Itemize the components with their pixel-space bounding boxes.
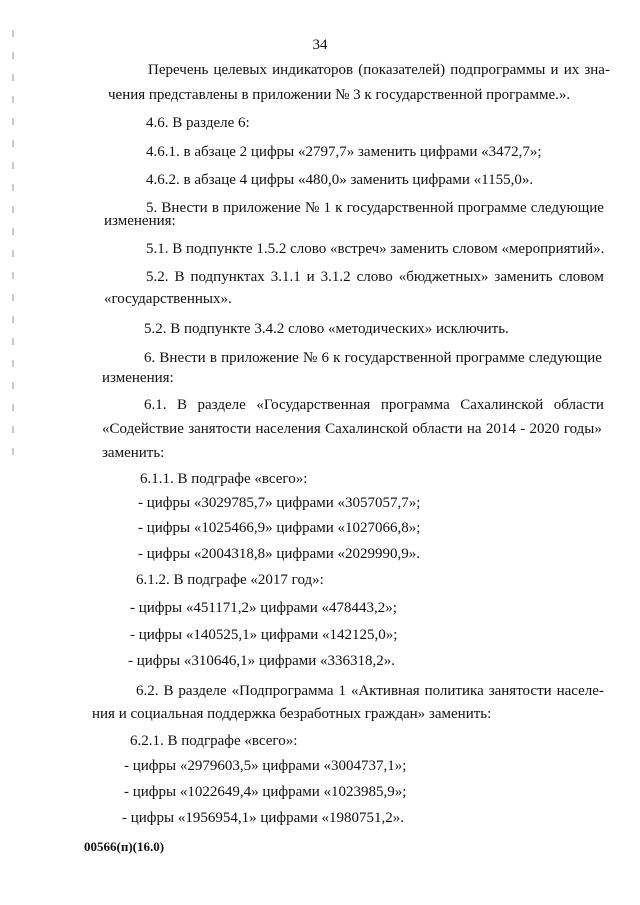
word: в bbox=[211, 200, 219, 216]
word: подпрограммы bbox=[450, 62, 546, 78]
word: к bbox=[335, 200, 343, 216]
word: на bbox=[466, 421, 482, 437]
word: следующие bbox=[528, 350, 602, 366]
word: 2014 bbox=[485, 421, 516, 437]
word: (показателей) bbox=[358, 62, 446, 78]
word: В bbox=[174, 269, 185, 285]
word: приложение bbox=[221, 350, 299, 366]
word: разделе bbox=[197, 397, 246, 413]
word: № bbox=[302, 350, 318, 366]
text-line: - цифры «2979603,5» цифрами «3004737,1»; bbox=[124, 758, 407, 774]
word: Внести bbox=[161, 200, 208, 216]
word: и bbox=[550, 62, 559, 78]
word: «Подпрограмма bbox=[231, 683, 334, 699]
page-number: 34 bbox=[312, 37, 328, 53]
text-line bbox=[148, 61, 610, 79]
word: области bbox=[553, 397, 604, 413]
text-line: 6.1.2. В подграфе «2017 год»: bbox=[136, 572, 324, 588]
word: 5. bbox=[146, 200, 158, 216]
word: 3.1.1 bbox=[270, 269, 301, 285]
text-line: заменить: bbox=[102, 445, 165, 461]
word: занятости bbox=[188, 421, 252, 437]
text-line bbox=[146, 268, 604, 286]
word: № bbox=[304, 200, 320, 216]
word: разделе bbox=[178, 683, 227, 699]
word: в bbox=[209, 350, 217, 366]
text-line: чения представлены в приложении № 3 к государственной программе.». bbox=[108, 87, 571, 103]
word: области bbox=[412, 421, 463, 437]
text-line: 5.2. В подпункте 3.4.2 слово «методических» исключить. bbox=[144, 321, 509, 337]
text-line: 4.6. В разделе 6: bbox=[146, 115, 250, 131]
word: программе bbox=[457, 200, 527, 216]
word: 5.2. bbox=[146, 269, 169, 285]
word: и bbox=[306, 269, 315, 285]
word: словом bbox=[558, 269, 604, 285]
word: государственной bbox=[344, 350, 452, 366]
word: «Содействие bbox=[102, 421, 184, 437]
word: приложение bbox=[223, 200, 301, 216]
word: следующие bbox=[530, 200, 604, 216]
text-line: 4.6.1. в абзаце 2 цифры «2797,7» заменить цифрами «3472,7»; bbox=[146, 144, 542, 160]
word: программе bbox=[455, 350, 525, 366]
word: 2020 bbox=[529, 421, 560, 437]
text-line: изменения: bbox=[102, 370, 174, 386]
text-line bbox=[136, 682, 604, 700]
text-line: - цифры «1956954,1» цифрами «1980751,2». bbox=[122, 810, 405, 826]
text-line: 5.1. В подпункте 1.5.2 слово «встреч» заменить словом «мероприятий». bbox=[146, 241, 605, 257]
word: индикаторов bbox=[272, 62, 354, 78]
word: Внести bbox=[159, 350, 206, 366]
word: программа bbox=[380, 397, 450, 413]
word: целевых bbox=[213, 62, 267, 78]
word: 1 bbox=[323, 200, 331, 216]
word: Сахалинской bbox=[325, 421, 409, 437]
text-line bbox=[146, 199, 604, 217]
text-line bbox=[144, 396, 604, 414]
word: зна- bbox=[584, 62, 610, 78]
word: 1 bbox=[338, 683, 346, 699]
word: 6. bbox=[144, 350, 156, 366]
word: Сахалинской bbox=[460, 397, 544, 413]
text-line: - цифры «3029785,7» цифрами «3057057,7»; bbox=[138, 495, 421, 511]
word: населе- bbox=[556, 683, 604, 699]
word: В bbox=[177, 397, 188, 413]
text-line: - цифры «310646,1» цифрами «336318,2». bbox=[128, 653, 396, 669]
word: политика bbox=[424, 683, 484, 699]
text-line: «государственных». bbox=[104, 291, 232, 307]
text-line: - цифры «1025466,9» цифрами «1027066,8»; bbox=[138, 520, 421, 536]
text-line: изменения: bbox=[104, 213, 176, 229]
text-line: 4.6.2. в абзаце 4 цифры «480,0» заменить цифрами «1155,0». bbox=[146, 172, 534, 188]
text-line: ния и социальная поддержка безработных граждан» заменить: bbox=[92, 706, 492, 722]
word: 3.1.2 bbox=[320, 269, 351, 285]
text-line: - цифры «140525,1» цифрами «142125,0»; bbox=[130, 627, 398, 643]
word: годы» bbox=[563, 421, 602, 437]
word: государственной bbox=[346, 200, 454, 216]
word: к bbox=[333, 350, 341, 366]
word: заменить bbox=[494, 269, 553, 285]
word: занятости bbox=[488, 683, 552, 699]
text-line bbox=[102, 420, 602, 438]
text-line: - цифры «2004318,8» цифрами «2029990,9». bbox=[138, 546, 421, 562]
text-line: - цифры «1022649,4» цифрами «1023985,9»; bbox=[124, 784, 407, 800]
text-line: - цифры «451171,2» цифрами «478443,2»; bbox=[130, 600, 397, 616]
text-line: 6.2.1. В подграфе «всего»: bbox=[130, 733, 298, 749]
word: Перечень bbox=[148, 62, 209, 78]
word: подпунктах bbox=[190, 269, 265, 285]
text-line: 6.1.1. В подграфе «всего»: bbox=[140, 471, 308, 487]
word: 6.2. bbox=[136, 683, 159, 699]
word: их bbox=[563, 62, 580, 78]
word: населения bbox=[255, 421, 321, 437]
word: В bbox=[163, 683, 174, 699]
word: слово bbox=[356, 269, 393, 285]
word: «Государственная bbox=[256, 397, 371, 413]
document-code: 00566(п)(16.0) bbox=[84, 839, 165, 854]
text-line bbox=[144, 349, 602, 367]
word: «бюджетных» bbox=[398, 269, 489, 285]
word: 6.1. bbox=[144, 397, 167, 413]
word: - bbox=[520, 421, 526, 437]
word: «Активная bbox=[350, 683, 420, 699]
word: 6 bbox=[321, 350, 329, 366]
